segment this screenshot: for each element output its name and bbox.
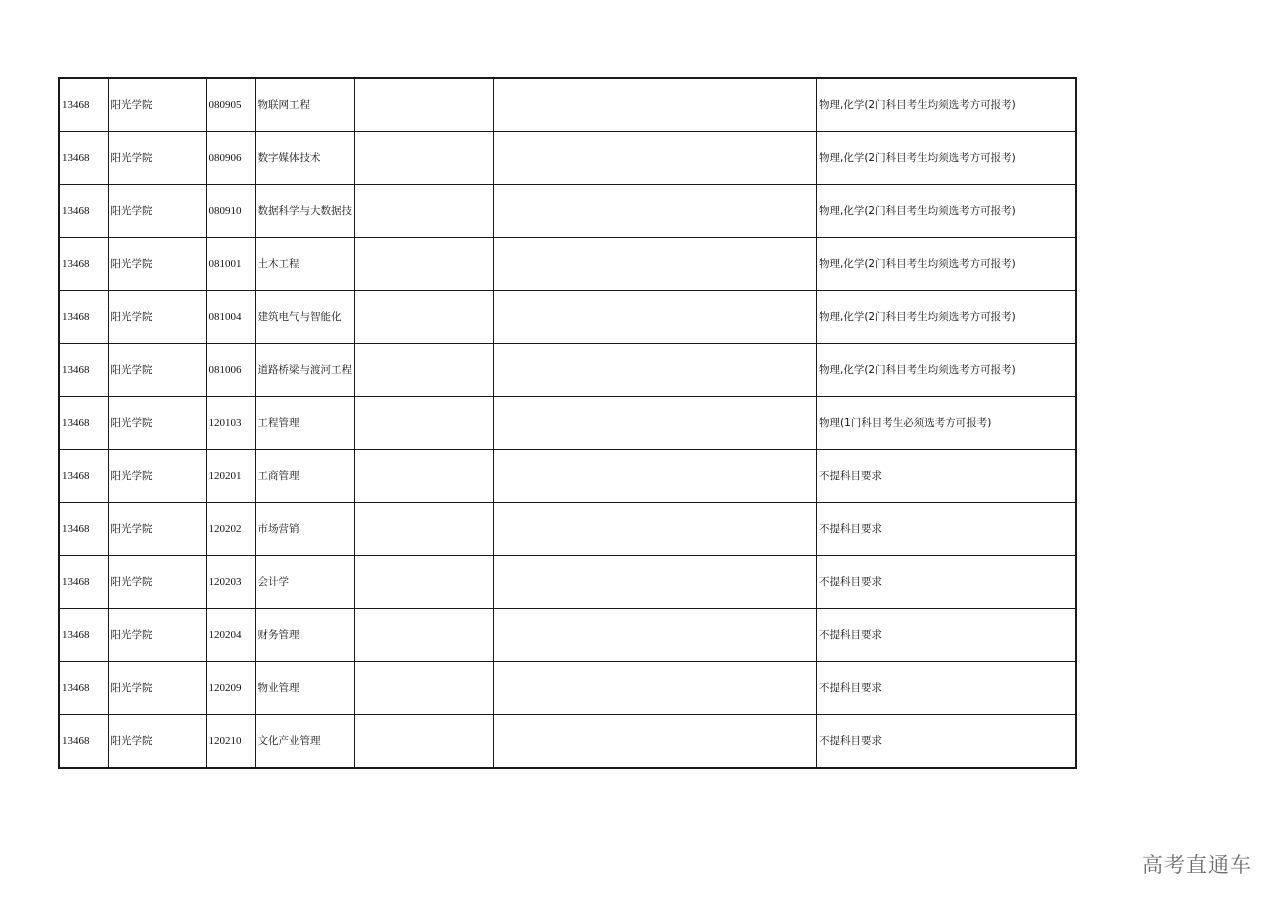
- blank-cell: [494, 715, 817, 769]
- blank-cell: [355, 556, 494, 609]
- school-code-cell: 13468: [59, 715, 108, 769]
- table-row: [59, 185, 1076, 238]
- subject-requirement-cell: 物理,化学(2门科目考生均须选考方可报考): [817, 132, 1076, 185]
- major-name-cell: 工程管理: [255, 397, 355, 450]
- school-name-cell: 阳光学院: [108, 662, 206, 715]
- blank-cell: [355, 715, 494, 769]
- major-code-cell: 080906: [206, 132, 255, 185]
- subject-requirement-cell: 物理,化学(2门科目考生均须选考方可报考): [817, 291, 1076, 344]
- blank-cell: [355, 185, 494, 238]
- blank-cell: [494, 609, 817, 662]
- school-code-cell: 13468: [59, 291, 108, 344]
- major-name-cell: 文化产业管理: [255, 715, 355, 769]
- watermark-text: 高考直通车: [1142, 853, 1252, 877]
- blank-cell: [355, 662, 494, 715]
- blank-cell: [494, 662, 817, 715]
- subject-requirement-cell: 物理,化学(2门科目考生均须选考方可报考): [817, 185, 1076, 238]
- table-row: [59, 503, 1076, 556]
- blank-cell: [494, 132, 817, 185]
- table-row: [59, 450, 1076, 503]
- school-code-cell: 13468: [59, 78, 108, 132]
- blank-cell: [494, 78, 817, 132]
- school-code-cell: 13468: [59, 609, 108, 662]
- blank-cell: [494, 291, 817, 344]
- school-name-cell: 阳光学院: [108, 132, 206, 185]
- blank-cell: [355, 78, 494, 132]
- blank-cell: [494, 397, 817, 450]
- major-code-cell: 081006: [206, 344, 255, 397]
- school-name-cell: 阳光学院: [108, 450, 206, 503]
- subject-requirement-cell: 不提科目要求: [817, 609, 1076, 662]
- subject-requirement-cell: 不提科目要求: [817, 662, 1076, 715]
- major-name-cell: 数字媒体技术: [255, 132, 355, 185]
- blank-cell: [494, 185, 817, 238]
- subject-requirement-cell: 不提科目要求: [817, 715, 1076, 769]
- blank-cell: [355, 291, 494, 344]
- blank-cell: [355, 450, 494, 503]
- major-code-cell: 120204: [206, 609, 255, 662]
- school-name-cell: 阳光学院: [108, 291, 206, 344]
- school-code-cell: 13468: [59, 556, 108, 609]
- school-name-cell: 阳光学院: [108, 503, 206, 556]
- school-code-cell: 13468: [59, 450, 108, 503]
- subject-requirement-cell: 物理,化学(2门科目考生均须选考方可报考): [817, 78, 1076, 132]
- major-code-cell: 081001: [206, 238, 255, 291]
- subject-requirements-table: [58, 77, 1077, 769]
- table-row: [59, 715, 1076, 769]
- major-name-cell: 物业管理: [255, 662, 355, 715]
- major-name-cell: 工商管理: [255, 450, 355, 503]
- table-row: [59, 397, 1076, 450]
- blank-cell: [355, 397, 494, 450]
- blank-cell: [494, 344, 817, 397]
- major-code-cell: 120201: [206, 450, 255, 503]
- subject-requirement-cell: 不提科目要求: [817, 556, 1076, 609]
- table-row: [59, 344, 1076, 397]
- major-name-cell: 财务管理: [255, 609, 355, 662]
- subject-requirement-cell: 物理(1门科目考生必须选考方可报考): [817, 397, 1076, 450]
- major-code-cell: 120209: [206, 662, 255, 715]
- major-code-cell: 080905: [206, 78, 255, 132]
- major-code-cell: 120103: [206, 397, 255, 450]
- school-name-cell: 阳光学院: [108, 556, 206, 609]
- major-name-cell: 会计学: [255, 556, 355, 609]
- table-row: [59, 132, 1076, 185]
- school-code-cell: 13468: [59, 238, 108, 291]
- table-row: [59, 238, 1076, 291]
- major-name-cell: 市场营销: [255, 503, 355, 556]
- table-row: [59, 609, 1076, 662]
- table-body: [59, 78, 1076, 768]
- school-name-cell: 阳光学院: [108, 715, 206, 769]
- major-code-cell: 081004: [206, 291, 255, 344]
- school-name-cell: 阳光学院: [108, 185, 206, 238]
- subject-requirement-cell: 物理,化学(2门科目考生均须选考方可报考): [817, 344, 1076, 397]
- school-name-cell: 阳光学院: [108, 344, 206, 397]
- subject-requirement-cell: 不提科目要求: [817, 450, 1076, 503]
- blank-cell: [355, 344, 494, 397]
- major-code-cell: 080910: [206, 185, 255, 238]
- major-code-cell: 120203: [206, 556, 255, 609]
- school-code-cell: 13468: [59, 503, 108, 556]
- major-name-cell: 土木工程: [255, 238, 355, 291]
- major-name-cell: 数据科学与大数据技: [255, 185, 355, 238]
- school-code-cell: 13468: [59, 132, 108, 185]
- major-name-cell: 建筑电气与智能化: [255, 291, 355, 344]
- major-name-cell: 物联网工程: [255, 78, 355, 132]
- blank-cell: [355, 609, 494, 662]
- blank-cell: [355, 238, 494, 291]
- subject-requirement-cell: 不提科目要求: [817, 503, 1076, 556]
- blank-cell: [494, 503, 817, 556]
- table-row: [59, 662, 1076, 715]
- blank-cell: [494, 450, 817, 503]
- table-row: [59, 556, 1076, 609]
- school-code-cell: 13468: [59, 185, 108, 238]
- school-code-cell: 13468: [59, 662, 108, 715]
- school-code-cell: 13468: [59, 397, 108, 450]
- major-code-cell: 120202: [206, 503, 255, 556]
- table-row: [59, 78, 1076, 132]
- table-row: [59, 291, 1076, 344]
- school-name-cell: 阳光学院: [108, 397, 206, 450]
- school-name-cell: 阳光学院: [108, 238, 206, 291]
- school-name-cell: 阳光学院: [108, 78, 206, 132]
- school-name-cell: 阳光学院: [108, 609, 206, 662]
- major-code-cell: 120210: [206, 715, 255, 769]
- subject-requirement-cell: 物理,化学(2门科目考生均须选考方可报考): [817, 238, 1076, 291]
- major-name-cell: 道路桥梁与渡河工程: [255, 344, 355, 397]
- blank-cell: [355, 503, 494, 556]
- blank-cell: [355, 132, 494, 185]
- blank-cell: [494, 556, 817, 609]
- blank-cell: [494, 238, 817, 291]
- school-code-cell: 13468: [59, 344, 108, 397]
